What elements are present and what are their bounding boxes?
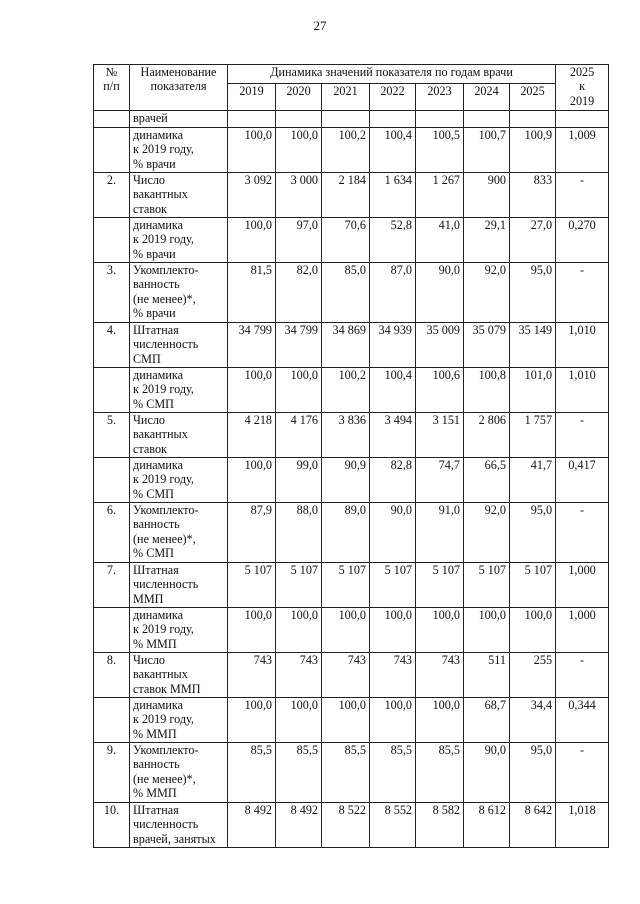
value-cell: 3 092 xyxy=(228,173,276,218)
header-ratio-preposition: к xyxy=(579,79,585,94)
indicator-name-line: ванность xyxy=(133,277,180,292)
value-cell: 100,0 xyxy=(228,698,276,743)
value-cell: 100,4 xyxy=(370,368,416,413)
value-cell: 95,0 xyxy=(510,503,556,563)
value-cell: 100,2 xyxy=(322,368,370,413)
value-cell: 743 xyxy=(276,653,322,698)
value-cell: 8 552 xyxy=(370,803,416,848)
row-number xyxy=(94,698,130,743)
indicator-name-line: ММП xyxy=(133,591,164,606)
indicator-name-line: врачей xyxy=(133,111,168,125)
value-cell: 85,5 xyxy=(322,743,370,803)
row-number: 5. xyxy=(94,413,130,458)
value-cell: 5 107 xyxy=(370,563,416,608)
value-cell: 833 xyxy=(510,173,556,218)
value-cell xyxy=(510,111,556,128)
value-cell: 100,0 xyxy=(228,608,276,653)
value-cell: 100,0 xyxy=(322,608,370,653)
value-cell: 3 151 xyxy=(416,413,464,458)
value-cell: 100,0 xyxy=(276,368,322,413)
value-cell: 8 492 xyxy=(228,803,276,848)
value-cell: 35 009 xyxy=(416,323,464,368)
value-cell: 91,0 xyxy=(416,503,464,563)
indicator-name-line: численность xyxy=(133,817,199,832)
value-cell: 743 xyxy=(416,653,464,698)
value-cell: 89,0 xyxy=(322,503,370,563)
table-row xyxy=(94,743,609,803)
value-cell: 5 107 xyxy=(510,563,556,608)
value-cell: 100,0 xyxy=(228,128,276,173)
value-cell xyxy=(464,111,510,128)
value-cell: 5 107 xyxy=(464,563,510,608)
value-cell xyxy=(416,111,464,128)
row-number: 2. xyxy=(94,173,130,218)
value-cell: 35 079 xyxy=(464,323,510,368)
indicator-name-line: динамика xyxy=(133,368,184,382)
indicator-name-line: % ММП xyxy=(133,786,177,801)
value-cell: 100,0 xyxy=(416,698,464,743)
value-cell: 97,0 xyxy=(276,218,322,263)
header-ratio-cell xyxy=(556,65,609,111)
value-cell: 743 xyxy=(322,653,370,698)
indicator-name xyxy=(130,111,228,128)
table-row xyxy=(94,803,609,848)
indicator-name-line: Укомплекто- xyxy=(133,503,199,517)
ratio-cell: 1,018 xyxy=(556,803,609,848)
indicator-name xyxy=(130,608,228,653)
value-cell: 85,5 xyxy=(370,743,416,803)
value-cell: 90,9 xyxy=(322,458,370,503)
indicator-name-line: к 2019 году, xyxy=(133,472,194,487)
row-number: 6. xyxy=(94,503,130,563)
table-row xyxy=(94,128,609,173)
row-number: 3. xyxy=(94,263,130,323)
row-number xyxy=(94,111,130,128)
value-cell: 82,8 xyxy=(370,458,416,503)
header-year: 2024 xyxy=(464,84,510,111)
indicator-name-line: Укомплекто- xyxy=(133,743,199,757)
indicator-name xyxy=(130,803,228,848)
value-cell: 5 107 xyxy=(276,563,322,608)
value-cell: 90,0 xyxy=(464,743,510,803)
value-cell: 5 107 xyxy=(228,563,276,608)
value-cell: 100,0 xyxy=(510,608,556,653)
header-ratio-year: 2025 xyxy=(569,65,595,79)
value-cell: 100,4 xyxy=(370,128,416,173)
ratio-cell: - xyxy=(556,263,609,323)
value-cell: 66,5 xyxy=(464,458,510,503)
table-row xyxy=(94,173,609,218)
value-cell: 34 799 xyxy=(276,323,322,368)
indicator-name-line: динамика xyxy=(133,218,184,232)
row-number xyxy=(94,368,130,413)
value-cell: 68,7 xyxy=(464,698,510,743)
table-row xyxy=(94,608,609,653)
indicator-name-line: динамика xyxy=(133,698,184,712)
indicator-name-line: численность xyxy=(133,577,199,592)
indicator-name-line: к 2019 году, xyxy=(133,712,194,727)
indicator-name xyxy=(130,368,228,413)
value-cell: 100,7 xyxy=(464,128,510,173)
row-number xyxy=(94,128,130,173)
indicator-name xyxy=(130,128,228,173)
value-cell xyxy=(370,111,416,128)
value-cell: 100,0 xyxy=(276,128,322,173)
value-cell: 100,0 xyxy=(416,608,464,653)
indicator-name-line: к 2019 году, xyxy=(133,142,194,157)
value-cell xyxy=(322,111,370,128)
value-cell: 85,5 xyxy=(228,743,276,803)
value-cell: 85,5 xyxy=(276,743,322,803)
indicator-name xyxy=(130,173,228,218)
indicator-name-line: ванность xyxy=(133,757,180,772)
value-cell: 4 218 xyxy=(228,413,276,458)
value-cell: 1 757 xyxy=(510,413,556,458)
value-cell: 34 869 xyxy=(322,323,370,368)
value-cell: 92,0 xyxy=(464,263,510,323)
value-cell: 27,0 xyxy=(510,218,556,263)
table-row xyxy=(94,323,609,368)
indicator-name-line: к 2019 году, xyxy=(133,232,194,247)
row-number xyxy=(94,218,130,263)
row-number: 7. xyxy=(94,563,130,608)
header-year: 2020 xyxy=(276,84,322,111)
value-cell: 34 799 xyxy=(228,323,276,368)
indicator-name xyxy=(130,563,228,608)
indicator-name-line: % СМП xyxy=(133,546,174,561)
indicator-name-line: (не менее)*, xyxy=(133,291,196,306)
value-cell: 900 xyxy=(464,173,510,218)
value-cell: 511 xyxy=(464,653,510,698)
value-cell: 8 582 xyxy=(416,803,464,848)
header-name-cell xyxy=(130,65,228,111)
indicator-name-line: ванность xyxy=(133,517,180,532)
value-cell: 35 149 xyxy=(510,323,556,368)
header-number-cell xyxy=(94,65,130,111)
table-row xyxy=(94,698,609,743)
indicator-name xyxy=(130,698,228,743)
value-cell: 100,0 xyxy=(370,608,416,653)
indicator-name xyxy=(130,263,228,323)
table-row xyxy=(94,218,609,263)
table-row xyxy=(94,563,609,608)
value-cell: 8 642 xyxy=(510,803,556,848)
value-cell: 100,5 xyxy=(416,128,464,173)
value-cell: 100,0 xyxy=(276,698,322,743)
value-cell: 90,0 xyxy=(370,503,416,563)
indicator-name-line: врачей, занятых xyxy=(133,831,216,846)
ratio-cell: - xyxy=(556,653,609,698)
value-cell: 1 267 xyxy=(416,173,464,218)
value-cell: 95,0 xyxy=(510,263,556,323)
value-cell: 8 492 xyxy=(276,803,322,848)
ratio-cell: 0,344 xyxy=(556,698,609,743)
value-cell: 8 522 xyxy=(322,803,370,848)
value-cell: 85,5 xyxy=(416,743,464,803)
value-cell: 100,2 xyxy=(322,128,370,173)
value-cell: 100,8 xyxy=(464,368,510,413)
value-cell: 34,4 xyxy=(510,698,556,743)
header-year: 2023 xyxy=(416,84,464,111)
table-row xyxy=(94,111,609,128)
value-cell: 255 xyxy=(510,653,556,698)
value-cell: 3 000 xyxy=(276,173,322,218)
indicator-name xyxy=(130,323,228,368)
value-cell: 100,0 xyxy=(228,368,276,413)
value-cell: 743 xyxy=(370,653,416,698)
value-cell: 100,0 xyxy=(370,698,416,743)
ratio-cell: 1,010 xyxy=(556,368,609,413)
header-year: 2021 xyxy=(322,84,370,111)
indicator-name-line: Число xyxy=(133,173,166,187)
indicator-name-line: ставок ММП xyxy=(133,681,201,696)
header-name-label: Наименование xyxy=(140,65,217,79)
table-row xyxy=(94,368,609,413)
row-number xyxy=(94,608,130,653)
value-cell: 5 107 xyxy=(416,563,464,608)
value-cell: 29,1 xyxy=(464,218,510,263)
ratio-cell: 0,270 xyxy=(556,218,609,263)
indicator-name-line: к 2019 году, xyxy=(133,622,194,637)
row-number: 4. xyxy=(94,323,130,368)
value-cell: 99,0 xyxy=(276,458,322,503)
table-row xyxy=(94,653,609,698)
indicator-name-line: % врачи xyxy=(133,306,176,321)
header-ratio-base-year: 2019 xyxy=(569,93,595,108)
indicator-name-line: % ММП xyxy=(133,726,177,741)
indicator-name-line: ставок xyxy=(133,441,167,456)
value-cell: 2 184 xyxy=(322,173,370,218)
table-row xyxy=(94,263,609,323)
indicator-name-line: Число xyxy=(133,413,166,427)
indicator-name-line: (не менее)*, xyxy=(133,531,196,546)
indicator-name-line: Штатная xyxy=(133,803,179,817)
ratio-cell: 1,000 xyxy=(556,563,609,608)
ratio-cell: - xyxy=(556,743,609,803)
indicator-name xyxy=(130,218,228,263)
value-cell: 100,6 xyxy=(416,368,464,413)
ratio-cell: 1,010 xyxy=(556,323,609,368)
indicator-name-line: вакантных xyxy=(133,427,188,442)
indicator-name-line: % врачи xyxy=(133,246,176,261)
indicator-name-line: Штатная xyxy=(133,563,179,577)
value-cell: 85,0 xyxy=(322,263,370,323)
value-cell: 52,8 xyxy=(370,218,416,263)
table-row xyxy=(94,503,609,563)
indicator-name xyxy=(130,743,228,803)
row-number xyxy=(94,458,130,503)
indicator-name-line: динамика xyxy=(133,128,184,142)
header-number-label: № xyxy=(105,65,118,79)
indicator-name-line: вакантных xyxy=(133,187,188,202)
value-cell: 41,0 xyxy=(416,218,464,263)
header-year: 2019 xyxy=(228,84,276,111)
value-cell: 87,0 xyxy=(370,263,416,323)
header-name-sublabel: показателя xyxy=(150,79,207,94)
value-cell: 82,0 xyxy=(276,263,322,323)
ratio-cell xyxy=(556,111,609,128)
indicator-name-line: численность xyxy=(133,337,199,352)
indicator-name xyxy=(130,458,228,503)
indicator-name-line: вакантных xyxy=(133,667,188,682)
indicator-name-line: Укомплекто- xyxy=(133,263,199,277)
value-cell: 2 806 xyxy=(464,413,510,458)
value-cell: 41,7 xyxy=(510,458,556,503)
value-cell: 70,6 xyxy=(322,218,370,263)
indicator-name-line: % ММП xyxy=(133,636,177,651)
value-cell: 90,0 xyxy=(416,263,464,323)
ratio-cell: - xyxy=(556,503,609,563)
table-row xyxy=(94,458,609,503)
value-cell: 100,0 xyxy=(276,608,322,653)
value-cell: 87,9 xyxy=(228,503,276,563)
value-cell: 81,5 xyxy=(228,263,276,323)
header-dynamics-title: Динамика значений показателя по годам врачи xyxy=(228,65,556,84)
row-number: 9. xyxy=(94,743,130,803)
header-year: 2025 xyxy=(510,84,556,111)
indicator-name-line: % СМП xyxy=(133,486,174,501)
value-cell: 100,0 xyxy=(228,218,276,263)
value-cell: 1 634 xyxy=(370,173,416,218)
value-cell: 5 107 xyxy=(322,563,370,608)
header-year: 2022 xyxy=(370,84,416,111)
ratio-cell: 1,009 xyxy=(556,128,609,173)
value-cell: 100,0 xyxy=(464,608,510,653)
value-cell: 92,0 xyxy=(464,503,510,563)
value-cell: 101,0 xyxy=(510,368,556,413)
value-cell: 743 xyxy=(228,653,276,698)
value-cell: 8 612 xyxy=(464,803,510,848)
header-number-sublabel: п/п xyxy=(103,79,120,94)
value-cell: 34 939 xyxy=(370,323,416,368)
value-cell: 88,0 xyxy=(276,503,322,563)
value-cell: 100,9 xyxy=(510,128,556,173)
value-cell: 3 836 xyxy=(322,413,370,458)
indicators-table xyxy=(93,64,609,848)
value-cell: 100,0 xyxy=(322,698,370,743)
indicator-name-line: ставок xyxy=(133,201,167,216)
value-cell: 3 494 xyxy=(370,413,416,458)
indicator-name-line: динамика xyxy=(133,458,184,472)
page-number: 27 xyxy=(313,18,327,33)
value-cell xyxy=(228,111,276,128)
ratio-cell: - xyxy=(556,173,609,218)
indicator-name-line: % врачи xyxy=(133,156,176,171)
row-number: 10. xyxy=(94,803,130,848)
indicator-name-line: (не менее)*, xyxy=(133,771,196,786)
row-number: 8. xyxy=(94,653,130,698)
indicator-name xyxy=(130,503,228,563)
value-cell: 4 176 xyxy=(276,413,322,458)
indicator-name-line: к 2019 году, xyxy=(133,382,194,397)
table-row xyxy=(94,413,609,458)
value-cell xyxy=(276,111,322,128)
ratio-cell: 0,417 xyxy=(556,458,609,503)
value-cell: 100,0 xyxy=(228,458,276,503)
indicator-name-line: Штатная xyxy=(133,323,179,337)
ratio-cell: 1,000 xyxy=(556,608,609,653)
indicator-name-line: Число xyxy=(133,653,166,667)
indicator-name-line: % СМП xyxy=(133,396,174,411)
indicator-name-line: динамика xyxy=(133,608,184,622)
indicator-name xyxy=(130,653,228,698)
indicator-name-line: СМП xyxy=(133,351,161,366)
value-cell: 95,0 xyxy=(510,743,556,803)
indicator-name xyxy=(130,413,228,458)
value-cell: 74,7 xyxy=(416,458,464,503)
ratio-cell: - xyxy=(556,413,609,458)
